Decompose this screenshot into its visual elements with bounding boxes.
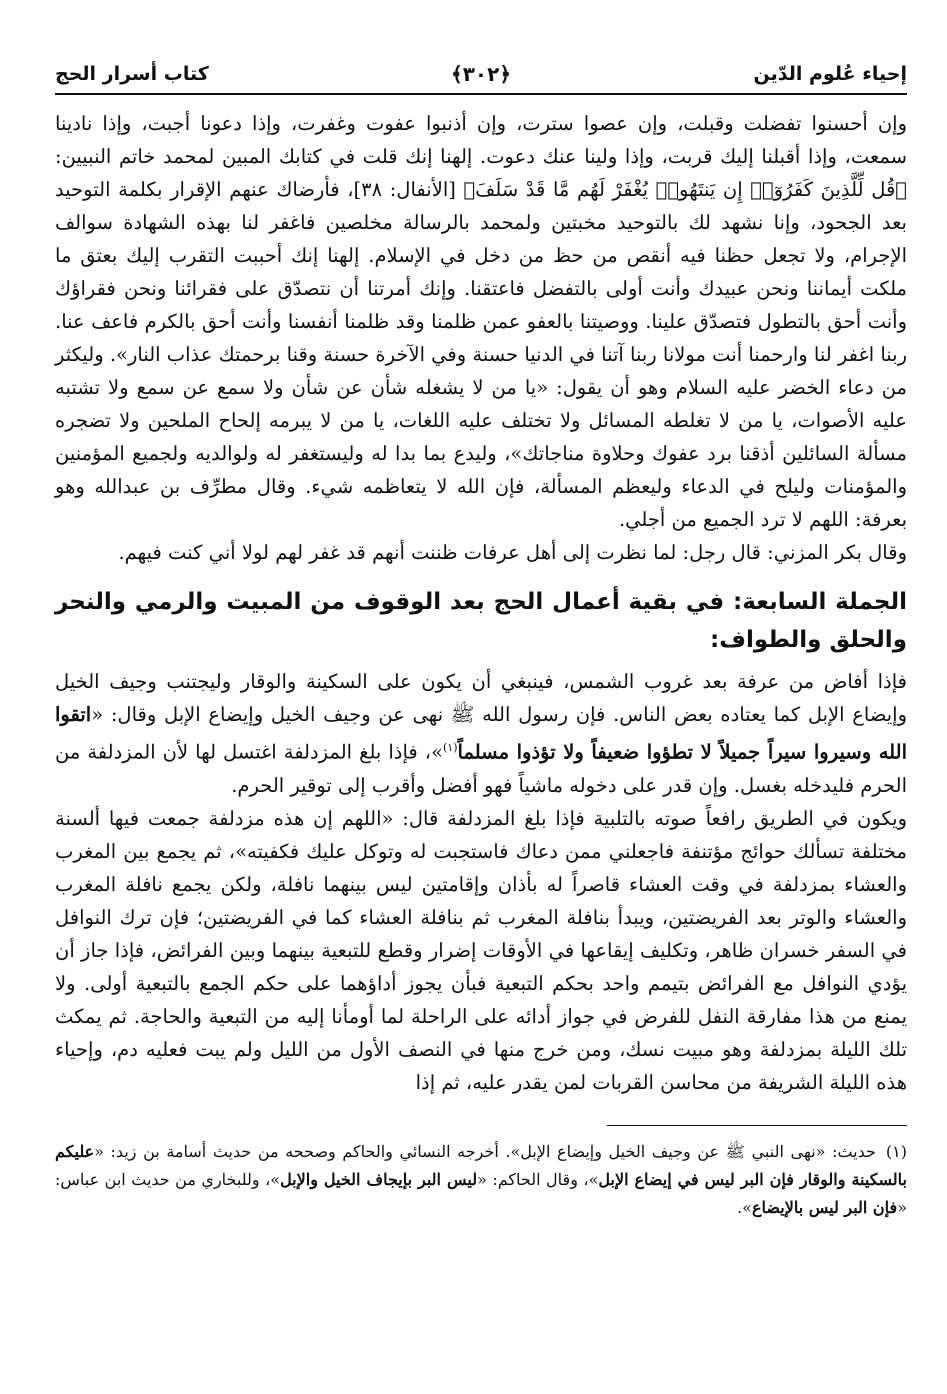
main-text [55,107,907,1099]
section-heading-title: في بقية أعمال الحج بعد الوقوف من المبيت والرمي والنحر والحلق والطواف: [55,589,907,653]
paragraph-ifada-text: فإذا أفاض من عرفة بعد غروب الشمس، فينبغي أن يكون على السكينة والوقار وليجتنب وجيف الخيل وإيضاع الإبل كما يعتاده بعض الناس. فإن رسول الله ﷺ نهى عن وجيف الخيل وإيضاع الإبل وقال: « [55,670,907,726]
footnote-hadith-2: ليس البر بإيجاف الخيل والإبل [280,1169,478,1189]
paragraph-bakr-al-muzani: وقال بكر المزني: قال رجل: لما نظرت إلى أهل عرفات ظننت أنهم قد غفر لهم لولا أني كنت فيهم. [118,541,907,564]
paragraph-ifada [55,665,907,802]
section-heading-lead: الجملة السابعة: [733,589,908,615]
footnote-text-4: ». [737,1197,752,1217]
footnote-reference[interactable]: (١) [443,741,458,754]
running-header [55,55,907,95]
section-heading [55,583,907,659]
footnote-text-2: »، وقال الحاكم: « [477,1169,599,1189]
chapter-title: كتاب أسرار الحج [55,63,209,85]
paragraph-muzdalifa: ويكون في الطريق رافعاً صوته بالتلبية فإذا بلغ المزدلفة قال: «اللهم إن هذه مزدلفة جمعت فيها ألسنة مختلفة تسألك حوائج مؤتنفة فاجعلني ممن دعاك فاستجبت له وتوكل عليك فكفيته»، ثم يجمع بين المغرب والعشاء بمزدلفة في وقت العشاء قاصراً له بأذان وإقامتين ليس بينهما نافلة، ولكن يجمع نافلة المغرب والعشاء والوتر بعد الفريضتين، ويبدأ بنافلة المغرب ثم بنافلة العشاء كما في الفريضتين؛ فإن ترك النوافل في السفر خسران ظاهر، وتكليف إيقاعها في الأوقات إضرار وقطع للتبعية بينهما وبين الفرائض، فإذا جاز أن يؤدي النوافل مع الفرائض بتيمم واحد بحكم التبعية فبأن يجوز أداؤهما على حكم الجمع بالتبعية أولى. ولا يمنع من هذا مفارقة النفل للفرض في جواز أدائه على الراحلة لما أومأنا إليه من التبعية والحاجة. ثم يمكث تلك الليلة بمزدلفة وهو مبيت نسك، ومن خرج منها في النصف الأول من الليل ولم يبت فعليه دم، وإحياء هذه الليلة الشريفة من محاسن القربات لمن يقدر عليه، ثم إذا [55,806,907,1094]
footnote-hadith-3: فإن البر ليس بالإيضاع [751,1197,898,1217]
paragraph-prayers: وإن أحسنوا تفضلت وقبلت، وإن عصوا سترت، وإن أذنبوا عفوت وغفرت، وإذا دعونا أجبت، وإذا نادينا سمعت، وإذا أقبلنا إليك قربت، وإذا ولينا عنك دعوت. إلهنا إنك قلت في كتابك المبين لمحمد خاتم النبيين: ﴿قُل لِّلَّذِينَ كَفَرُوٓا۟ إِن يَنتَهُوا۟ يُغْفَرْ لَهُم مَّا قَدْ سَلَفَ﴾ [الأنفال: ٣٨]، فأرضاك عنهم الإقرار بكلمة التوحيد بعد الجحود، وإنا نشهد لك بالتوحيد مخبتين ولمحمد بالرسالة مخلصين فاغفر لنا بهذه الشهادة سوالف الإجرام، ولا تجعل حظنا فيه أنقص من حظ من دخل في الإسلام. إلهنا إنك أحببت التقرب إليك بعتق ما ملكت أيماننا ونحن عبيدك وأنت أولى بالتفضل فاعتقنا. وإنك أمرتنا أن نتصدّق على فقرائنا ونحن فقراؤك وأنت أحق بالتطول فتصدّق علينا. ووصيتنا بالعفو عمن ظلمنا وقد ظلمنا أنفسنا وأنت أحق بالكرم فاعف عنا. ربنا اغفر لنا وارحمنا أنت مولانا ربنا آتنا في الدنيا حسنة وفي الآخرة حسنة وقنا برحمتك عذاب النار». وليكثر من دعاء الخضر عليه السلام وهو أن يقول: «يا من لا يشغله شأن عن شأن ولا سمع عن سمع ولا تشتبه عليه الأصوات، يا من لا تغلطه المسائل ولا تختلف عليه اللغات، يا من لا يبرمه إلحاح الملحين ولا تضجره مسألة السائلين أذقنا برد عفوك وحلاوة مناجاتك»، وليدع بما بدا له وليستغفر له ولوالديه ولجميع المؤمنين والمؤمنات وليلح في الدعاء وليعظم المسألة، فإن الله لا يتعاظمه شيء. وقال مطرِّف بن عبدالله وهو بعرفة: اللهم لا ترد الجميع من أجلي. [55,112,907,531]
footnote-text-3: »، وللبخاري من حديث ابن عباس: « [55,1169,907,1217]
paragraph-ifada-text-2: »، فإذا بلغ المزدلفة اغتسل لها لأن المزدلفة من الحرم فليدخله بغسل. وإن قدر على دخوله ماشياً فهو أفضل وأقرب إلى توقير الحرم. [55,740,907,797]
hadith-quote: اتقوا الله وسيروا سيراً جميلاً لا تطؤوا ضعيفاً ولا تؤذوا مسلماً [55,703,907,764]
footnotes [55,1138,907,1222]
footnote-text: حديث: «نهى النبي ﷺ عن وجيف الخيل وإيضاع الإبل». أخرجه النسائي والحاكم وصححه من حديث أسامة بن زيد: « [94,1141,876,1161]
footnote-hadith-1: عليكم بالسكينة والوقار فإن البر ليس في إيضاع الإبل [55,1141,908,1189]
footnote-number: (١) [885,1141,908,1161]
book-title: إحياء عُلوم الدّين [753,63,907,85]
book-page [55,55,907,1375]
footnote-divider [607,1125,907,1126]
page-number: ﴿٣٠٢﴾ [450,62,512,86]
